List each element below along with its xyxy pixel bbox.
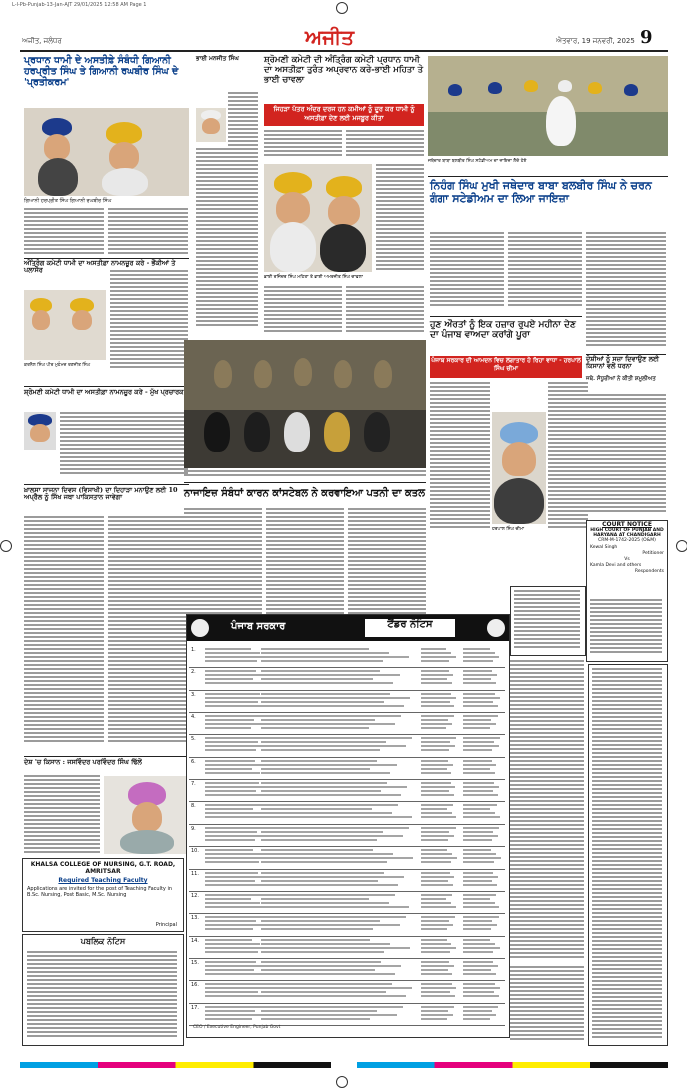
tender-row-number: 2. xyxy=(191,669,196,676)
tender-cell xyxy=(261,648,415,664)
tender-cell xyxy=(421,782,457,798)
masthead-date: ਐਤਵਾਰ, 19 ਜਨਵਰੀ, 2025 xyxy=(556,37,635,45)
photo-two-men xyxy=(24,290,106,360)
notice-box xyxy=(510,586,586,656)
tender-cell xyxy=(463,849,501,865)
masthead-title: ਅਜੀਤ xyxy=(305,25,355,49)
tender-row-number: 12. xyxy=(191,892,199,899)
tender-row xyxy=(189,712,505,735)
tender-row-number: 14. xyxy=(191,937,199,944)
tender-cell xyxy=(421,760,457,776)
headline-dhami-resignation: ਪ੍ਰਧਾਨ ਧਾਮੀ ਦੇ ਅਸਤੀਫ਼ੇ ਸੰਬੰਧੀ ਗਿਆਨੀ ਹਰਪ੍ਰੀਤ ਸਿੰਘ ਤੇ ਗਿਆਨੀ ਰਘਬੀਰ ਸਿੰਘ ਦੇ 'ਪ੍ਰਤੀਕਰਮ' xyxy=(24,55,179,88)
tender-footer: CEO / Executive Engineer, Punjab Govt xyxy=(193,1025,281,1030)
article-text xyxy=(108,516,188,746)
ad-signature: Principal xyxy=(155,922,177,928)
ad-title: KHALSA COLLEGE OF NURSING, G.T. ROAD, AMRITSAR xyxy=(30,861,176,875)
red-band-cheema: ਪੰਜਾਬ ਸਰਕਾਰ ਦੀ ਆਮਦਨ ਵਿਚ ਲਗਾਤਾਰ ਹੋ ਰਿਹਾ ਵਾਧਾ - ਹਰਪਾਲ ਸਿੰਘ ਚੀਮਾ xyxy=(430,356,582,378)
tender-cell xyxy=(421,939,457,955)
headline-protest: ਦੋਸ਼ੀਆਂ ਨੂੰ ਸਜ਼ਾ ਦਿਵਾਉਣ ਲਈ ਕਿਸਾਨਾਂ ਵਲੋਂ ਧਰਨਾ xyxy=(586,355,660,371)
tender-cell xyxy=(421,1006,457,1022)
tender-row-number: 15. xyxy=(191,959,199,966)
tender-cell xyxy=(261,894,415,910)
tender-row xyxy=(189,1003,505,1026)
tender-cell xyxy=(261,849,415,865)
tender-cell xyxy=(261,782,415,798)
tender-cell xyxy=(421,894,457,910)
tender-cell xyxy=(421,693,457,709)
tender-row-number: 16. xyxy=(191,982,199,989)
court-notice xyxy=(586,520,668,662)
photo-cheema xyxy=(492,412,546,524)
tender-row xyxy=(189,645,505,668)
caption-cheema: ਹਰਪਾਲ ਸਿੰਘ ਚੀਮਾ xyxy=(492,527,525,532)
tender-row-number: 11. xyxy=(191,870,199,877)
tender-cell xyxy=(463,827,501,843)
headline-women-1000: ਹੁਣ ਔਰਤਾਂ ਨੂੰ ਇਕ ਹਜ਼ਾਰ ਰੁਪਏ ਮਹੀਨਾ ਦੇਣ ਦਾ ਪੰਜਾਬ ਵਾਅਦਾ ਕਰਾਂਗੇ ਪੂਰਾ xyxy=(430,320,576,341)
article-text xyxy=(264,130,342,160)
court-line: Petitioner xyxy=(642,551,664,556)
article-text xyxy=(184,508,262,618)
tender-cell xyxy=(463,760,501,776)
tender-cell xyxy=(261,961,415,977)
tender-cell xyxy=(421,849,457,865)
tender-cell xyxy=(421,670,457,686)
slug-line: L-I-Pb-Punjab-13-Jan-AJT 29/01/2025 12:58 AM Page 1 xyxy=(12,2,147,8)
tender-cell xyxy=(261,916,415,932)
tender-cell xyxy=(463,983,501,999)
article-text xyxy=(24,208,104,256)
tender-row xyxy=(189,936,505,959)
tender-cell xyxy=(463,939,501,955)
headline-bhonkian: ਅੰਤ੍ਰਿੰਗ ਕਮੇਟੀ ਧਾਮੀ ਦਾ ਅਸਤੀਫ਼ਾ ਨਾਮਨਜ਼ੂਰ ਕਰੇ - ਭੌਂਕੀਆਂ ਤੇ ਪਲਾਸੌਰ xyxy=(24,259,176,275)
tender-cell xyxy=(463,961,501,977)
tender-row xyxy=(189,891,505,914)
tender-row xyxy=(189,913,505,936)
tender-cell xyxy=(463,648,501,664)
tender-row xyxy=(189,869,505,892)
tender-cell xyxy=(261,737,415,753)
photo-two-leaders xyxy=(24,108,189,196)
tender-cell xyxy=(463,782,501,798)
govt-emblem-icon xyxy=(191,619,209,637)
classified-list xyxy=(588,664,668,1046)
masthead-rule xyxy=(20,50,668,52)
subhead-protest: ਜਥੇ. ਸੰਧੂਰੀਆਂ ਨੇ ਕੀਤੀ ਸ਼ਮੂਲੀਅਤ xyxy=(586,376,656,382)
tender-row xyxy=(189,734,505,757)
photo-stadium xyxy=(428,56,668,156)
notice-text xyxy=(510,966,584,1042)
masthead-left: ਅਜੀਤ, ਜਲੰਧਰ xyxy=(22,37,62,45)
photo-manjit xyxy=(196,108,226,142)
tender-cell xyxy=(261,715,415,731)
tender-row-number: 1. xyxy=(191,647,196,653)
tender-cell xyxy=(463,693,501,709)
caption-leaders: ਗਿਆਨੀ ਹਰਪ੍ਰੀਤ ਸਿੰਘ ਗਿਆਨੀ ਰਘਬੀਰ ਸਿੰਘ xyxy=(24,198,112,204)
tender-cell xyxy=(421,983,457,999)
court-notice-title: COURT NOTICE xyxy=(602,521,652,528)
tender-cell xyxy=(463,737,501,753)
caption-stadium: ਜਥੇਦਾਰ ਬਾਬਾ ਬਲਬੀਰ ਸਿੰਘ ਸਟੇਡੀਅਮ ਦਾ ਜਾਇਜ਼ਾ ਲੈਂਦੇ ਹੋਏ xyxy=(428,159,527,164)
article-text xyxy=(346,130,424,160)
tender-row xyxy=(189,779,505,802)
red-band-subhead: ਜਿਹੜਾ ਪੱਤਰ ਅੰਦਰ ਦਰਜ ਹਨ ਕਮੀਆਂ ਨੂੰ ਦੂਰ ਕਰ ਧਾਮੀ ਨੂੰ ਅਸਤੀਫ਼ਾ ਦੇਣ ਲਈ ਮਜਬੂਰ ਕੀਤਾ xyxy=(264,104,424,126)
registration-mark xyxy=(0,540,12,552)
court-line: Kamla Devi and others xyxy=(590,563,642,568)
tender-title: ਟੈਂਡਰ ਨੋਟਿਸ xyxy=(365,619,455,637)
registration-mark xyxy=(336,2,348,14)
tender-row xyxy=(189,824,505,847)
tender-cell xyxy=(261,983,415,999)
article-text xyxy=(548,382,588,532)
tender-row xyxy=(189,980,505,1003)
tender-cell xyxy=(421,737,457,753)
ad-body: Applications are invited for the post of Teaching Faculty in B.Sc. Nursing, Post Basic, M.Sc. Nursing xyxy=(27,886,173,898)
article-text xyxy=(586,232,666,352)
tender-row-number: 13. xyxy=(191,915,199,922)
tender-cell xyxy=(463,1006,501,1022)
tender-row xyxy=(189,846,505,869)
tender-cell xyxy=(421,916,457,932)
tender-row-number: 5. xyxy=(191,736,196,743)
govt-emblem-icon xyxy=(487,619,505,637)
tender-row xyxy=(189,690,505,713)
article-text xyxy=(348,508,426,618)
tender-row xyxy=(189,667,505,690)
tender-cell xyxy=(261,670,415,686)
tender-cell xyxy=(261,1006,415,1022)
headline-baba-balbir: ਨਿਹੰਗ ਸਿੰਘ ਮੁਖੀ ਜਥੇਦਾਰ ਬਾਬਾ ਬਲਬੀਰ ਸਿੰਘ ਨੇ ਚਰਨ ਗੰਗਾ ਸਟੇਡੀਅਮ ਦਾ ਲਿਆ ਜਾਇਜ਼ਾ xyxy=(430,179,652,205)
tender-cell xyxy=(421,648,457,664)
tender-cell xyxy=(463,670,501,686)
tender-cell xyxy=(261,760,415,776)
public-notice-box xyxy=(22,934,184,1046)
tender-cell xyxy=(421,827,457,843)
article-text xyxy=(108,208,188,256)
tender-cell xyxy=(261,804,415,820)
photo-police-press xyxy=(184,340,426,468)
tender-cell xyxy=(463,804,501,820)
court-line: Kewal Singh xyxy=(590,545,618,550)
headline-farmer: ਦੇਸ਼ 'ਚ ਕਿਸਾਨ : ਜਸਵਿੰਦਰ ਪਰਵਿੰਦਰ ਸਿੰਘ ਢਿੱਲੋਂ xyxy=(24,758,142,766)
article-text xyxy=(24,775,100,855)
headline-mehta-chawla: ਸ਼੍ਰੋਮਣੀ ਕਮੇਟੀ ਦੀ ਅੰਤ੍ਰਿੰਗ ਕਮੇਟੀ ਪ੍ਰਧਾਨ ਧਾਮੀ ਦਾ ਅਸਤੀਫ਼ਾ ਤੁਰੰਤ ਅਪ੍ਰਵਾਨ ਕਰੇ-ਭਾਈ ਮਹਿਤਾ ਤੇ ਭਾਈ ਚਾਵਲਾ xyxy=(264,55,424,85)
page-number: 9 xyxy=(640,27,653,48)
color-bar xyxy=(20,1062,668,1068)
tender-notice xyxy=(186,614,510,1038)
article-text xyxy=(376,164,424,274)
article-text xyxy=(346,286,424,336)
article-text xyxy=(266,508,344,618)
article-text xyxy=(430,232,504,310)
headline-manjit: ਭਾਈ ਮਨਜੀਤ ਸਿੰਘ xyxy=(196,55,239,62)
tender-govt-label: ਪੰਜਾਬ ਸਰਕਾਰ xyxy=(231,621,286,632)
tender-table xyxy=(189,645,505,1025)
tender-cell xyxy=(421,961,457,977)
photo-mehta-chawla xyxy=(264,164,372,272)
tender-cell xyxy=(261,827,415,843)
tender-row-number: 7. xyxy=(191,781,196,788)
article-text xyxy=(110,270,188,370)
court-line: Vs xyxy=(624,557,630,562)
tender-cell xyxy=(261,939,415,955)
tender-row xyxy=(189,958,505,981)
caption-mehta-chawla: ਭਾਈ ਰਜਿੰਦਰ ਸਿੰਘ ਮਹਿਤਾ ਤੇ ਭਾਈ ਅਮਰਜੀਤ ਸਿੰਘ ਚਾਵਲਾ xyxy=(264,275,363,280)
registration-mark xyxy=(336,1076,348,1088)
public-notice-title: ਪਬਲਿਕ ਨੋਟਿਸ xyxy=(80,937,126,946)
tender-row xyxy=(189,757,505,780)
case-number: CRM-M-1742-2025 (O&M) xyxy=(598,538,656,543)
notice-text xyxy=(510,660,584,960)
registration-mark xyxy=(676,540,687,552)
article-text xyxy=(196,148,258,328)
article-text xyxy=(586,394,666,514)
khalsa-college-ad xyxy=(22,858,184,932)
tender-row-number: 10. xyxy=(191,848,199,855)
article-text xyxy=(430,382,490,532)
caption-two-men: ਕਰਨੈਲ ਸਿੰਘ ਪੀਰ ਮੁਹੰਮਦ ਰਣਜੀਤ ਸਿੰਘ xyxy=(24,363,91,368)
tender-row-number: 9. xyxy=(191,825,196,832)
headline-chief-preacher: ਸ਼੍ਰੋਮਣੀ ਕਮੇਟੀ ਧਾਮੀ ਦਾ ਅਸਤੀਫ਼ਾ ਨਾਮਨਜ਼ੂਰ ਕਰੇ - ਮੁੱਖ ਪ੍ਰਚਾਰਕ xyxy=(24,388,184,396)
tender-row-number: 6. xyxy=(191,758,196,765)
tender-cell xyxy=(463,872,501,888)
tender-cell xyxy=(421,872,457,888)
tender-cell xyxy=(463,894,501,910)
tender-cell xyxy=(421,804,457,820)
tender-row-number: 4. xyxy=(191,714,196,721)
tender-cell xyxy=(261,693,415,709)
tender-cell xyxy=(463,715,501,731)
ad-subtitle: Required Teaching Faculty xyxy=(58,877,148,884)
article-text xyxy=(264,286,342,336)
article-text xyxy=(508,232,582,310)
headline-vaisakhi-jatha: ਖ਼ਾਲਸਾ ਸਾਜਨਾ ਦਿਵਸ (ਵਿਸਾਖੀ) ਦਾ ਦਿਹਾੜਾ ਮਨਾਉਣ ਲਈ 10 ਅਪ੍ਰੈਲ ਨੂੰ ਸਿੱਖ ਜਥਾ ਪਾਕਿਸਤਾਨ ਜਾਵੇਗਾ xyxy=(24,486,178,502)
tender-row-number: 3. xyxy=(191,691,196,698)
headline-constable: ਨਾਜਾਇਜ਼ ਸੰਬੰਧਾਂ ਕਾਰਨ ਕਾਂਸਟੇਬਲ ਨੇ ਕਰਵਾਇਆ ਪਤਨੀ ਦਾ ਕਤਲ xyxy=(184,488,425,499)
tender-row xyxy=(189,801,505,824)
tender-cell xyxy=(421,715,457,731)
tender-cell xyxy=(261,872,415,888)
photo-preacher xyxy=(24,412,56,450)
tender-row-number: 8. xyxy=(191,803,196,810)
court-name: HIGH COURT OF PUNJAB AND HARYANA AT CHANDIGARH xyxy=(590,528,664,538)
article-text xyxy=(24,516,104,746)
court-line: Respondents xyxy=(634,569,664,574)
tender-cell xyxy=(463,916,501,932)
article-text xyxy=(60,412,188,476)
article-text xyxy=(228,92,258,152)
tender-row-number: 17. xyxy=(191,1004,199,1011)
photo-jaswinder xyxy=(104,776,188,854)
